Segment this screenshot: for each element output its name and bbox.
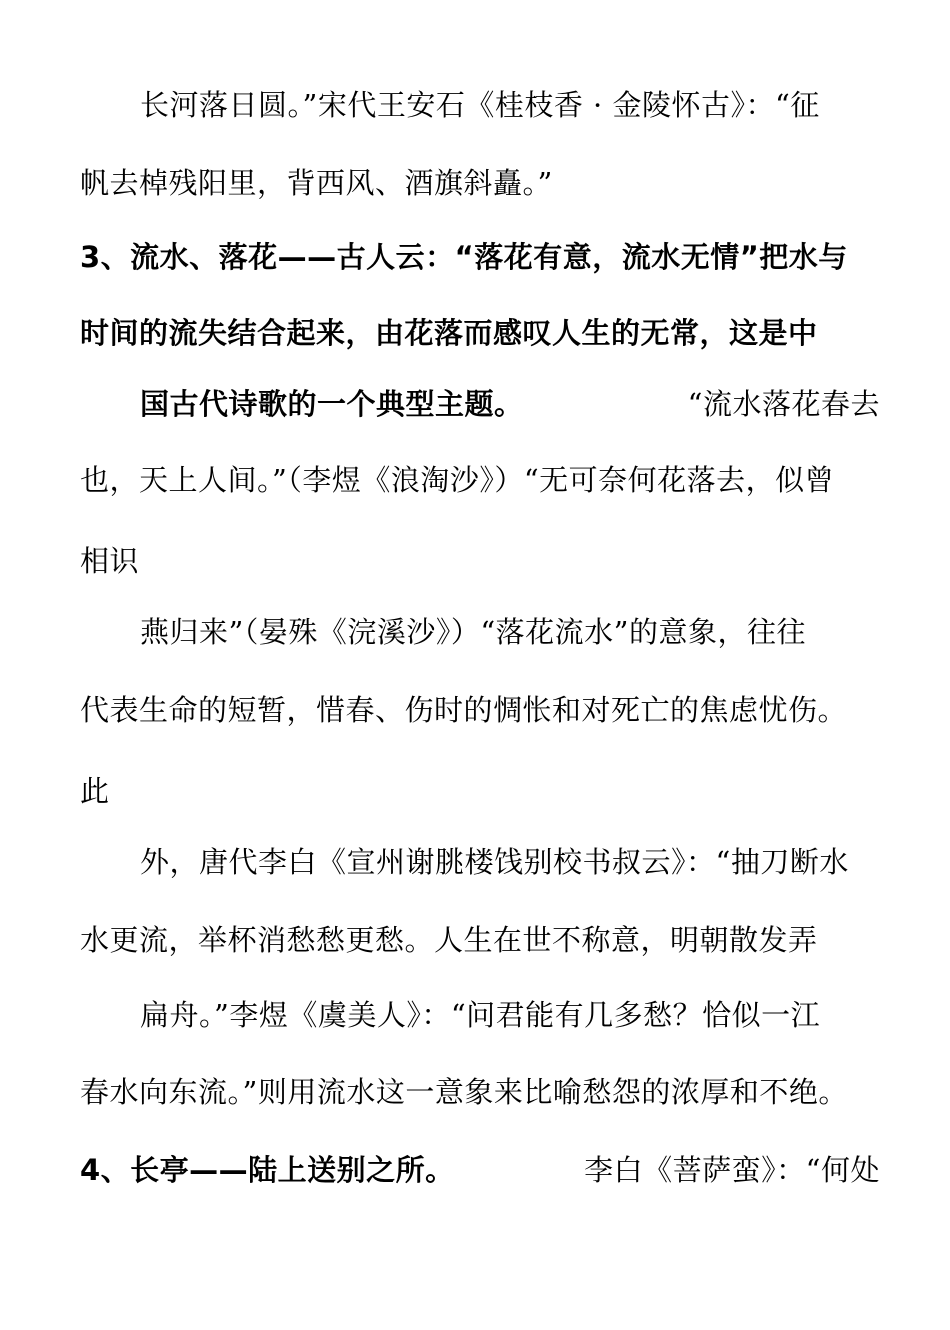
text-line: 相识 <box>80 544 140 578</box>
text-line: 春水向东流。”则用流水这一意象来比喻愁怨的浓厚和不绝。 <box>80 1075 848 1109</box>
section-heading: 4、长亭——陆上送别之所。 <box>80 1153 455 1187</box>
quote-text: 李白《菩萨蛮》：“何处 <box>584 1153 880 1187</box>
text-line: 长河落日圆。”宋代王安石《桂枝香 · 金陵怀古》：“征 <box>140 88 820 122</box>
text-line: 也，天上人间。”（李煜《浪淘沙》）“无可奈何花落去，似曾 <box>80 463 835 497</box>
text-line: 代表生命的短暂，惜春、伤时的惆怅和对死亡的焦虑忧伤。 <box>80 693 848 727</box>
section-heading: 3、流水、落花——古人云：“落花有意，流水无情”把水与 <box>80 240 848 274</box>
text-line <box>140 384 880 424</box>
text-line: 帆去棹残阳里，背西风、酒旗斜矗。” <box>80 166 553 200</box>
section-heading: 时间的流失结合起来，由花落而感叹人生的无常，这是中 <box>80 316 818 350</box>
text-line: 水更流，举杯消愁愁更愁。人生在世不称意，明朝散发弄 <box>80 923 818 957</box>
quote-text: “流水落花春去 <box>687 387 880 421</box>
section-heading-end: 国古代诗歌的一个典型主题。 <box>140 387 524 421</box>
text-line: 扁舟。”李煜《虞美人》：“问君能有几多愁？恰似一江 <box>140 998 821 1032</box>
text-line <box>80 1150 880 1190</box>
text-line: 外，唐代李白《宣州谢朓楼饯别校书叔云》：“抽刀断水 <box>140 845 849 879</box>
text-line: 此 <box>80 774 110 808</box>
text-line: 燕归来”（晏殊《浣溪沙》）“落花流水”的意象，往往 <box>140 615 806 649</box>
